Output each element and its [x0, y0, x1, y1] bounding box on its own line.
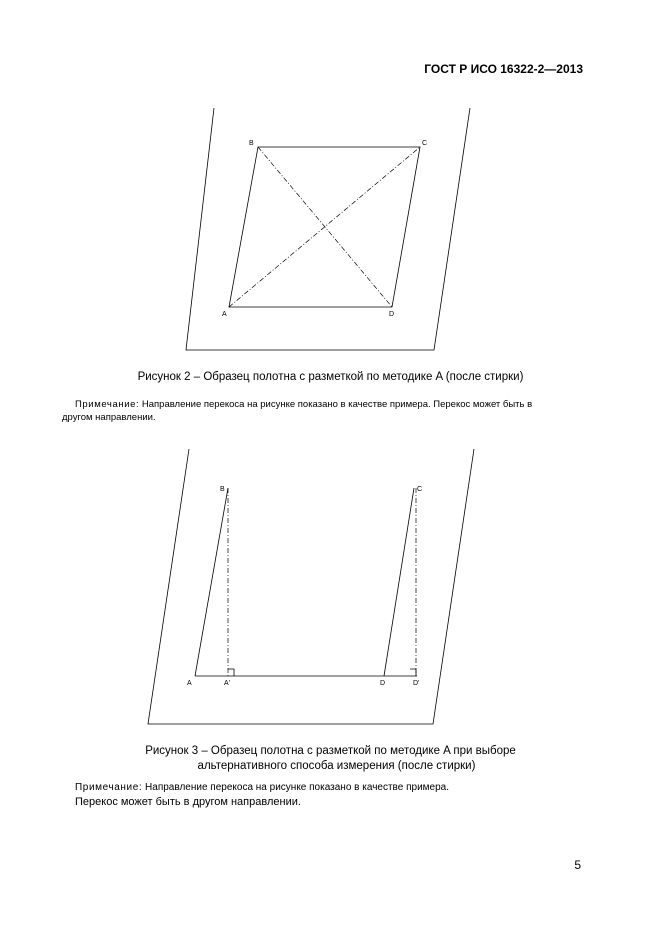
point-label-b: B — [249, 140, 254, 147]
point-label-d-prime: D' — [413, 680, 420, 687]
point-label-a: A — [187, 680, 192, 687]
point-label-a-prime: A' — [224, 680, 231, 687]
fabric-outline — [148, 449, 474, 724]
figure-3-diagram — [0, 440, 661, 740]
right-angle-a — [228, 669, 234, 676]
point-label-c: C — [422, 140, 428, 147]
figure-2-caption: Рисунок 2 – Образец полотна с разметкой по методике A (после стирки) — [137, 371, 524, 383]
point-label-d: D — [380, 680, 386, 687]
figure-3-caption-line2: альтернативного способа измерения (после стирки) — [197, 760, 476, 772]
fabric-outline — [186, 108, 470, 350]
note-1-label: Примечание: — [75, 399, 140, 410]
figure-2-diagram — [0, 0, 661, 360]
right-angle-d — [410, 669, 416, 676]
note-2-text-line2: Перекос может быть в другом направлении. — [75, 796, 301, 808]
note-2-text: Направление перекоса на рисунке показано в качестве примера. — [145, 782, 449, 793]
point-label-d: D — [389, 311, 395, 318]
point-label-a: A — [222, 311, 227, 318]
page-number: 5 — [574, 858, 581, 872]
note-2 — [75, 781, 585, 810]
figure-3-caption-line1: Рисунок 3 – Образец полотна с разметкой по методике A при выборе — [145, 745, 516, 757]
note-1-text-line2: другом направлении. — [62, 412, 156, 423]
note-2-label: Примечание: — [75, 782, 143, 793]
point-label-b: B — [220, 486, 225, 493]
edge-a-b — [195, 488, 228, 676]
edge-d-c — [384, 488, 414, 676]
diagonal-a-c — [229, 147, 420, 307]
figure-3-caption — [0, 744, 661, 774]
note-1 — [62, 398, 585, 424]
note-1-text: Направление перекоса на рисунке показано в качестве примера. Перекос может быть в — [141, 399, 533, 410]
point-label-c: C — [417, 486, 423, 493]
diagonal-b-d — [258, 147, 392, 307]
document-code-header: ГОСТ Р ИСО 16322-2—2013 — [424, 62, 583, 76]
